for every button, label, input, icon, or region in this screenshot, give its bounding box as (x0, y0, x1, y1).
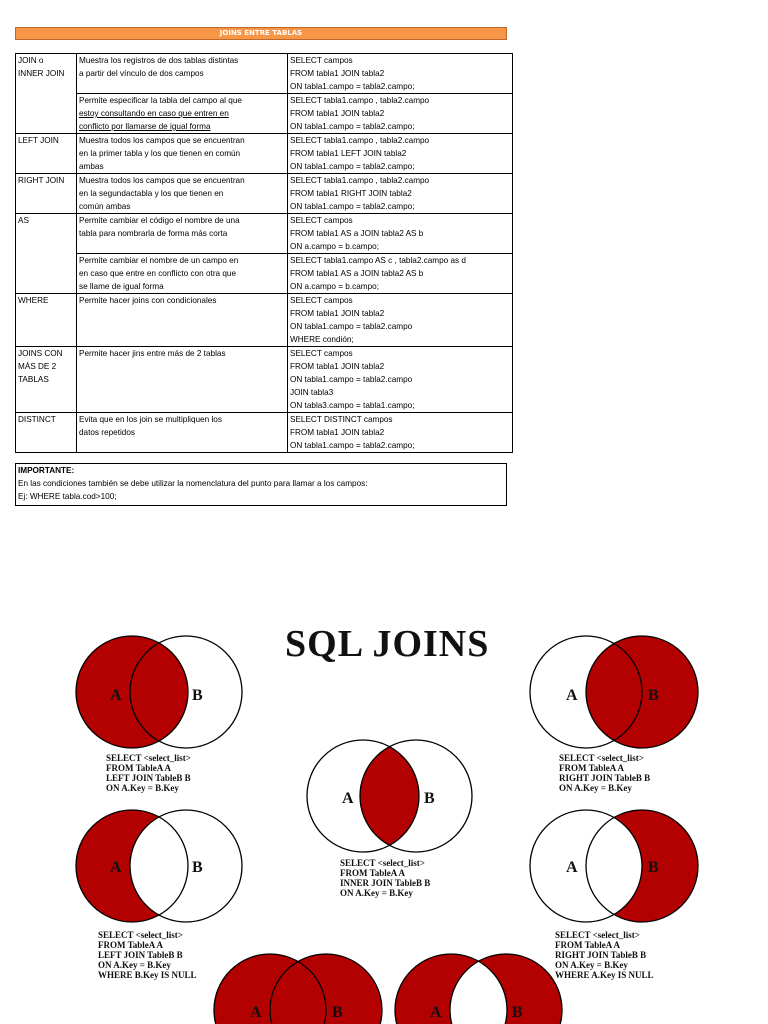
right-join-venn (530, 636, 698, 748)
sql-example-cell: SELECT campos FROM tabla1 AS a JOIN tabla2 AS b ON a.campo = b.campo; (288, 214, 513, 254)
circle-label-a: A (342, 790, 354, 807)
left-join-sql: SELECT <select_list> FROM TableA A LEFT JOIN TableB B ON A.Key = B.Key (106, 753, 191, 793)
circle-label-b: B (648, 859, 659, 876)
important-note (15, 463, 507, 506)
description-line: Permite especificar la tabla del campo al que (79, 96, 242, 105)
description-line: estoy consultando en caso que entren en (79, 109, 229, 118)
description-cell: Evita que en los join se multipliquen los datos repetidos (77, 413, 288, 453)
section-banner: JOINS ENTRE TABLAS (15, 27, 507, 40)
full-join-venn (214, 954, 382, 1024)
circle-label-a: A (110, 687, 122, 704)
note-text: En las condiciones también se debe utilizar la nomenclatura del punto para llamar a los campos: (18, 479, 368, 488)
join-type-cell: LEFT JOIN (16, 134, 77, 174)
sql-joins-diagram (0, 600, 768, 1024)
description-cell: Muestra todos los campos que se encuentran en la segundactabla y los que tienen en común ambas (77, 174, 288, 214)
left-only-sql: SELECT <select_list> FROM TableA A LEFT JOIN TableB B ON A.Key = B.Key WHERE B.Key IS NULL (98, 930, 197, 980)
join-type-cell: JOINS CON MÁS DE 2 TABLAS (16, 347, 77, 413)
circle-label-b: B (192, 687, 203, 704)
circle-label-b: B (424, 790, 435, 807)
right-join-sql: SELECT <select_list> FROM TableA A RIGHT JOIN TableB B ON A.Key = B.Key (559, 753, 651, 793)
circle-label-a: A (566, 859, 578, 876)
sql-example-cell: SELECT tabla1.campo AS c , tabla2.campo as d FROM tabla1 AS a JOIN tabla2 AS b ON a.campo = b.campo; (288, 254, 513, 294)
inner-join-venn (307, 740, 472, 852)
outer-excluding-venn (395, 954, 562, 1024)
circle-label-b: B (332, 1004, 343, 1021)
right-only-venn (530, 810, 698, 922)
description-line: conflicto por llamarse de igual forma (79, 122, 211, 131)
description-cell: Permite cambiar el código el nombre de una tabla para nombrarla de forma más corta (77, 214, 288, 254)
table-row (16, 214, 513, 254)
left-only-venn (76, 810, 242, 922)
join-type-cell: JOIN o INNER JOIN (16, 54, 77, 94)
table-row (16, 413, 513, 453)
table-row (16, 347, 513, 413)
join-type-cell: AS (16, 214, 77, 254)
description-cell: Permite hacer joins con condicionales (77, 294, 288, 347)
join-type-cell (16, 94, 77, 134)
table-row (16, 294, 513, 347)
inner-join-sql: SELECT <select_list> FROM TableA A INNER JOIN TableB B ON A.Key = B.Key (340, 858, 431, 898)
circle-label-a: A (430, 1004, 442, 1021)
join-type-cell: DISTINCT (16, 413, 77, 453)
sql-example-cell: SELECT tabla1.campo , tabla2.campo FROM tabla1 LEFT JOIN tabla2 ON tabla1.campo = tabla2.campo; (288, 134, 513, 174)
sql-example-cell: SELECT tabla1.campo , tabla2.campo FROM tabla1 RIGHT JOIN tabla2 ON tabla1.campo = tabla2.campo; (288, 174, 513, 214)
table-row (16, 174, 513, 214)
right-only-sql: SELECT <select_list> FROM TableA A RIGHT JOIN TableB B ON A.Key = B.Key WHERE A.Key IS NULL (555, 930, 654, 980)
sql-example-cell: SELECT DISTINCT campos FROM tabla1 JOIN tabla2 ON tabla1.campo = tabla2.campo; (288, 413, 513, 453)
sql-example-cell: SELECT campos FROM tabla1 JOIN tabla2 ON tabla1.campo = tabla2.campo; (288, 54, 513, 94)
sql-example-cell: SELECT campos FROM tabla1 JOIN tabla2 ON tabla1.campo = tabla2.campo JOIN tabla3 ON tabla3.campo = tabla1.campo; (288, 347, 513, 413)
table-row (16, 54, 513, 94)
circle-label-b: B (192, 859, 203, 876)
table-row (16, 134, 513, 174)
circle-label-a: A (566, 687, 578, 704)
table-row (16, 254, 513, 294)
note-example: Ej: WHERE tabla.cod>100; (18, 492, 117, 501)
description-cell: Muestra los registros de dos tablas distintas a partir del vínculo de dos campos (77, 54, 288, 94)
description-cell (77, 94, 288, 134)
joins-table (15, 53, 513, 453)
table-row (16, 94, 513, 134)
sql-example-cell: SELECT campos FROM tabla1 JOIN tabla2 ON tabla1.campo = tabla2.campo WHERE condión; (288, 294, 513, 347)
join-type-cell (16, 254, 77, 294)
diagram-title: SQL JOINS (285, 623, 490, 665)
circle-label-b: B (512, 1004, 523, 1021)
left-join-venn (76, 636, 242, 748)
note-heading: IMPORTANTE: (18, 466, 75, 475)
description-cell: Muestra todos los campos que se encuentran en la primer tabla y los que tienen en común ambas (77, 134, 288, 174)
description-text (79, 94, 285, 133)
sql-example-cell: SELECT tabla1.campo , tabla2.campo FROM tabla1 JOIN tabla2 ON tabla1.campo = tabla2.campo; (288, 94, 513, 134)
circle-label-b: B (648, 687, 659, 704)
join-type-cell: RIGHT JOIN (16, 174, 77, 214)
circle-label-a: A (250, 1004, 262, 1021)
description-cell: Permite hacer jins entre más de 2 tablas (77, 347, 288, 413)
join-type-cell: WHERE (16, 294, 77, 347)
description-cell: Permite cambiar el nombre de un campo en en caso que entre en conflicto con otra que se llame de igual forma (77, 254, 288, 294)
circle-label-a: A (110, 859, 122, 876)
